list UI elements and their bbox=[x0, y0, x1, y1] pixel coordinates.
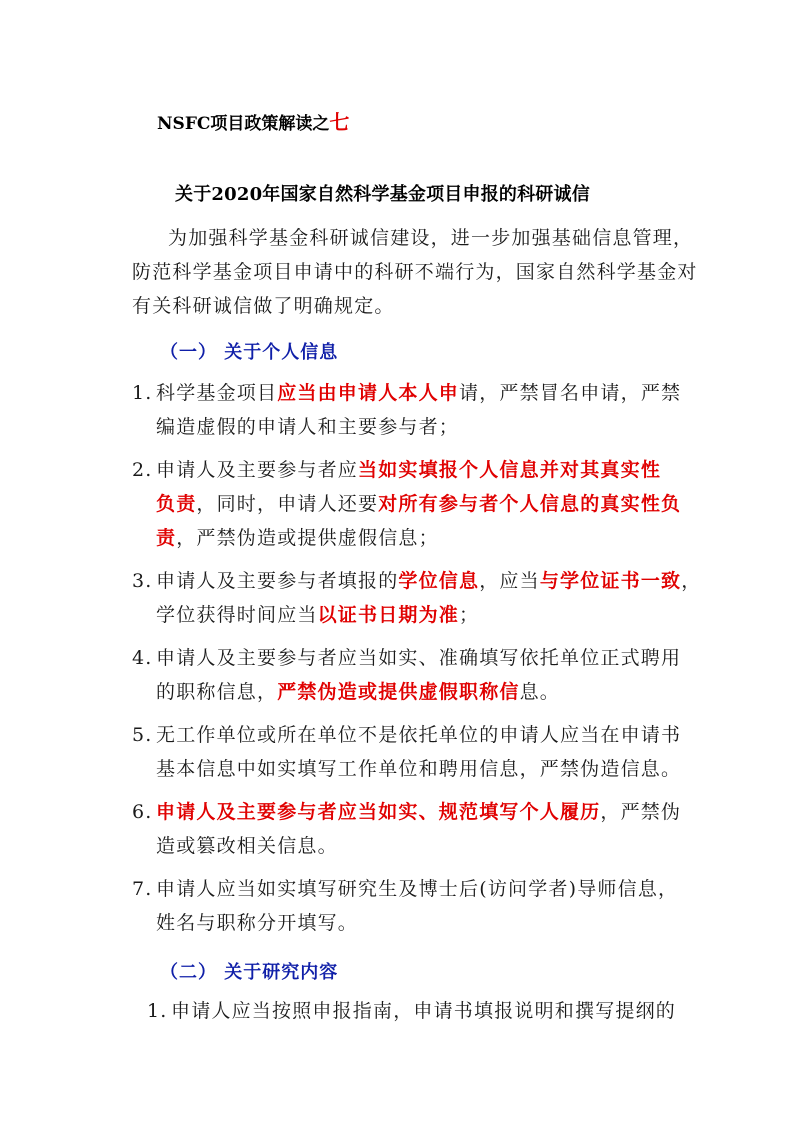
item-number: 2. bbox=[132, 459, 153, 481]
list-item bbox=[132, 376, 692, 444]
section-heading-research-content: （二） 关于研究内容 bbox=[160, 962, 339, 983]
item-text: 的职称信息， bbox=[156, 681, 278, 703]
item-text: 无工作单位或所在单位不是依托单位的申请人应当在申请书 bbox=[156, 724, 682, 746]
item-highlight: 应当由申请人本人申 bbox=[277, 382, 460, 404]
item-text: 科学基金项目 bbox=[156, 382, 278, 404]
item-highlight: 严禁伪造或提供虚假职称信 bbox=[277, 681, 520, 703]
item-text: 申请人及主要参与者应 bbox=[156, 459, 359, 481]
item-highlight: 学位信息 bbox=[398, 570, 480, 592]
item-number: 3. bbox=[132, 570, 153, 592]
item-highlight: 与学位证书一致 bbox=[539, 570, 682, 592]
item-text: 基本信息中如实填写工作单位和聘用信息，严禁伪造信息。 bbox=[156, 758, 682, 780]
item-highlight: 以证书日期为准 bbox=[317, 604, 460, 626]
intro-line: 有关科研诚信做了明确规定。 bbox=[132, 295, 395, 317]
item-text: 编造虚假的申请人和主要参与者； bbox=[156, 416, 460, 438]
list-item bbox=[132, 641, 692, 709]
item-text: 姓名与职称分开填写。 bbox=[156, 912, 359, 934]
page-header bbox=[157, 106, 349, 135]
list-item bbox=[132, 718, 692, 786]
item-number: 6. bbox=[132, 801, 153, 823]
section-heading-personal-info: （一） 关于个人信息 bbox=[160, 342, 339, 363]
item-text: 学位获得时间应当 bbox=[156, 604, 318, 626]
item-text: 息。 bbox=[519, 681, 561, 703]
header-number: 七 bbox=[329, 110, 350, 134]
intro-line: 防范科学基金项目申请中的科研不端行为，国家自然科学基金对 bbox=[132, 261, 698, 283]
item-text: 申请人及主要参与者填报的 bbox=[156, 570, 399, 592]
list-item bbox=[132, 795, 692, 863]
item-text: ； bbox=[459, 604, 480, 626]
list-item bbox=[147, 994, 707, 1028]
item-text: ，严禁伪 bbox=[600, 801, 682, 823]
item-highlight: 负责 bbox=[156, 493, 197, 515]
header-prefix: NSFC项目政策解读之 bbox=[157, 114, 330, 134]
item-highlight: 申请人及主要参与者应当如实、规范填写个人履历 bbox=[156, 801, 601, 823]
item-text: ，同时，申请人还要 bbox=[196, 493, 379, 515]
intro-paragraph bbox=[132, 221, 698, 323]
item-number: 1. bbox=[147, 1000, 168, 1022]
item-number: 4. bbox=[132, 647, 153, 669]
item-number: 7. bbox=[132, 878, 153, 900]
item-highlight: 对所有参与者个人信息的真实性负 bbox=[378, 493, 682, 515]
list-item bbox=[132, 872, 692, 940]
item-text: ，严禁伪造或提供虚假信息； bbox=[176, 527, 439, 549]
item-highlight: 当如实填报个人信息并对其真实性 bbox=[358, 459, 662, 481]
item-number: 5. bbox=[132, 724, 153, 746]
item-text: 申请人及主要参与者应当如实、准确填写依托单位正式聘用 bbox=[156, 647, 682, 669]
item-text: ， bbox=[681, 570, 702, 592]
item-text: 申请人应当按照申报指南，申请书填报说明和撰写提纲的 bbox=[171, 1000, 677, 1022]
item-text: 请，严禁冒名申请，严禁 bbox=[459, 382, 682, 404]
list-item bbox=[132, 564, 702, 632]
item-text: 造或篡改相关信息。 bbox=[156, 835, 338, 857]
intro-line: 为加强科学基金科研诚信建设，进一步加强基础信息管理， bbox=[168, 227, 694, 249]
item-highlight: 责 bbox=[156, 527, 177, 549]
item-text: 申请人应当如实填写研究生及博士后(访问学者)导师信息， bbox=[156, 878, 679, 900]
document-title: 关于2020年国家自然科学基金项目申报的科研诚信 bbox=[175, 184, 590, 205]
list-item bbox=[132, 453, 692, 555]
item-text: ，应当 bbox=[479, 570, 540, 592]
item-number: 1. bbox=[132, 382, 153, 404]
